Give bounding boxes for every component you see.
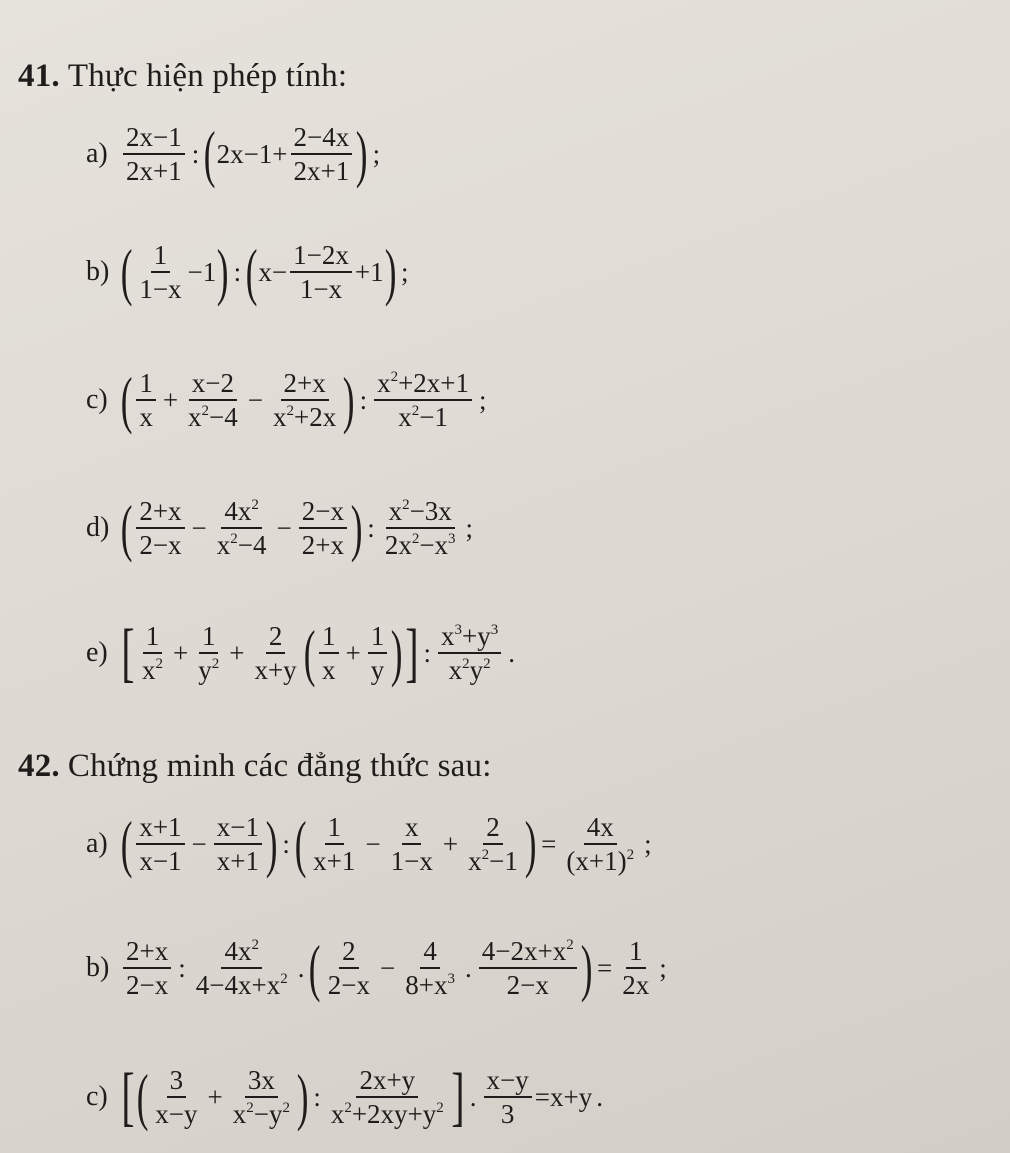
exercise-41c — [86, 364, 491, 435]
problem-title: Thực hiện phép tính: — [67, 58, 348, 94]
fraction: $\frac{2}{x^2-1}$ — [468, 811, 518, 876]
exercise-41b — [86, 236, 412, 307]
fraction: $\frac{x^3+y^3}{x^2y^2}$ — [438, 622, 501, 685]
expression: ( $\frac{2+x}{2-x}$ − $\frac{4x^2}{x^2-4}$ − $\frac{2-x}{2+x}$ ) : $\frac{x^2-3x}{2x^2-x^3}$ ; — [120, 492, 474, 563]
fraction: $\frac{3x}{x^2-y^2}$ — [232, 1064, 290, 1129]
fraction: $\frac{2}{2-x}$ — [327, 935, 371, 1000]
exercise-41e — [86, 616, 519, 689]
fraction: $\frac{2-4x}{2x+1}$ — [291, 123, 353, 186]
expression: $\frac{2x-1}{2x+1}$ : ( 2x−1+ $\frac{2-4x}{2x+1}$ ) ; — [120, 122, 384, 186]
fraction: $\frac{4x}{(x+1)^2}$ — [566, 811, 635, 876]
fraction: $\frac{1}{x}$ — [319, 622, 339, 685]
fraction: $\frac{2}{x+y}$ — [254, 620, 297, 685]
fraction: $\frac{x+1}{x-1}$ — [136, 813, 184, 876]
fraction: $\frac{x-2}{x^2-4}$ — [188, 367, 238, 432]
problem-41-heading — [18, 58, 347, 95]
exercise-41a — [86, 118, 384, 189]
item-label: a) — [86, 138, 108, 169]
expression: [ $\frac{1}{x^2}$ + $\frac{1}{y^2}$ + $\frac{2}{x+y}$ ( $\frac{1}{x}$ + $\frac{1}{y}$ ) ] : $\frac{x^3+y^3}{x^2y^2}$ . — [121, 616, 516, 689]
fraction: $\frac{1}{2x}$ — [622, 935, 650, 1000]
exercise-42a — [86, 808, 656, 879]
expression: ( $\frac{x+1}{x-1}$ − $\frac{x-1}{x+1}$ ) : ( $\frac{1}{x+1}$ − $\frac{x}{1-x}$ + $\frac{2}{x^2-1}$ ) = $\frac{4x}{(x+1)^2}$ ; — [120, 808, 652, 879]
fraction: $\frac{1}{x}$ — [136, 369, 156, 432]
fraction: $\frac{x-y}{3}$ — [484, 1066, 532, 1129]
fraction: $\frac{x^2-3x}{2x^2-x^3}$ — [384, 495, 456, 560]
fraction: $\frac{x^2+2x+1}{x^2-1}$ — [374, 369, 472, 432]
item-label: d) — [86, 512, 110, 543]
fraction: $\frac{2x-1}{2x+1}$ — [123, 123, 185, 186]
fraction: $\frac{1}{y}$ — [368, 622, 388, 685]
problem-title: Chứng minh các đẳng thức sau: — [67, 748, 492, 784]
fraction: $\frac{2+x}{2-x}$ — [123, 937, 171, 1000]
fraction: $\frac{4}{8+x^3}$ — [405, 935, 455, 1000]
exercise-42c — [86, 1060, 607, 1133]
fraction: $\frac{x-1}{x+1}$ — [214, 813, 262, 876]
fraction: $\frac{4-2x+x^2}{2-x}$ — [479, 937, 577, 1000]
fraction: $\frac{1-2x}{1-x}$ — [290, 241, 352, 304]
problem-42-heading — [18, 748, 492, 785]
item-label: c) — [86, 1081, 108, 1112]
exercise-42b — [86, 932, 671, 1003]
expression: [ ( $\frac{3}{x-y}$ + $\frac{3x}{x^2-y^2}$ ) : $\frac{2x+y}{x^2+2xy+y^2}$ ] . $\frac{x-y}{3}$ =x+y . — [121, 1060, 603, 1133]
item-label: b) — [86, 256, 110, 287]
expression: $\frac{2+x}{2-x}$ : $\frac{4x^2}{4-4x+x^2}$ . ( $\frac{2}{2-x}$ − $\frac{4}{8+x^3}$ . $\frac{4-2x+x^2}{2-x}$ ) = $\frac{1}{2x}$ ; — [120, 936, 671, 1000]
item-label: b) — [86, 952, 110, 983]
fraction: $\frac{1}{x^2}$ — [141, 620, 163, 685]
problem-number: 42. — [18, 748, 60, 784]
fraction: $\frac{3}{x-y}$ — [155, 1064, 198, 1129]
fraction: $\frac{1}{1-x}$ — [139, 239, 182, 304]
fraction: $\frac{2+x}{x^2+2x}$ — [273, 367, 337, 432]
fraction: $\frac{2+x}{2-x}$ — [136, 497, 184, 560]
item-label: a) — [86, 828, 108, 859]
expression: ( $\frac{1}{x}$ + $\frac{x-2}{x^2-4}$ − $\frac{2+x}{x^2+2x}$ ) : $\frac{x^2+2x+1}{x^2-1}$ ; — [120, 364, 487, 435]
fraction: $\frac{4x^2}{4-4x+x^2}$ — [195, 935, 288, 1000]
fraction: $\frac{4x^2}{x^2-4}$ — [216, 495, 267, 560]
exercise-41d — [86, 492, 477, 563]
problem-number: 41. — [18, 58, 60, 94]
expression: ( $\frac{1}{1-x}$ −1 ) : ( x− $\frac{1-2x}{1-x}$ +1 ) ; — [120, 236, 409, 307]
fraction: $\frac{2x+y}{x^2+2xy+y^2}$ — [330, 1064, 444, 1129]
fraction: $\frac{2-x}{2+x}$ — [299, 497, 347, 560]
fraction: $\frac{1}{x+1}$ — [313, 811, 356, 876]
item-label: e) — [86, 637, 108, 668]
fraction: $\frac{x}{1-x}$ — [390, 811, 433, 876]
fraction: $\frac{1}{y^2}$ — [198, 620, 220, 685]
item-label: c) — [86, 384, 108, 415]
